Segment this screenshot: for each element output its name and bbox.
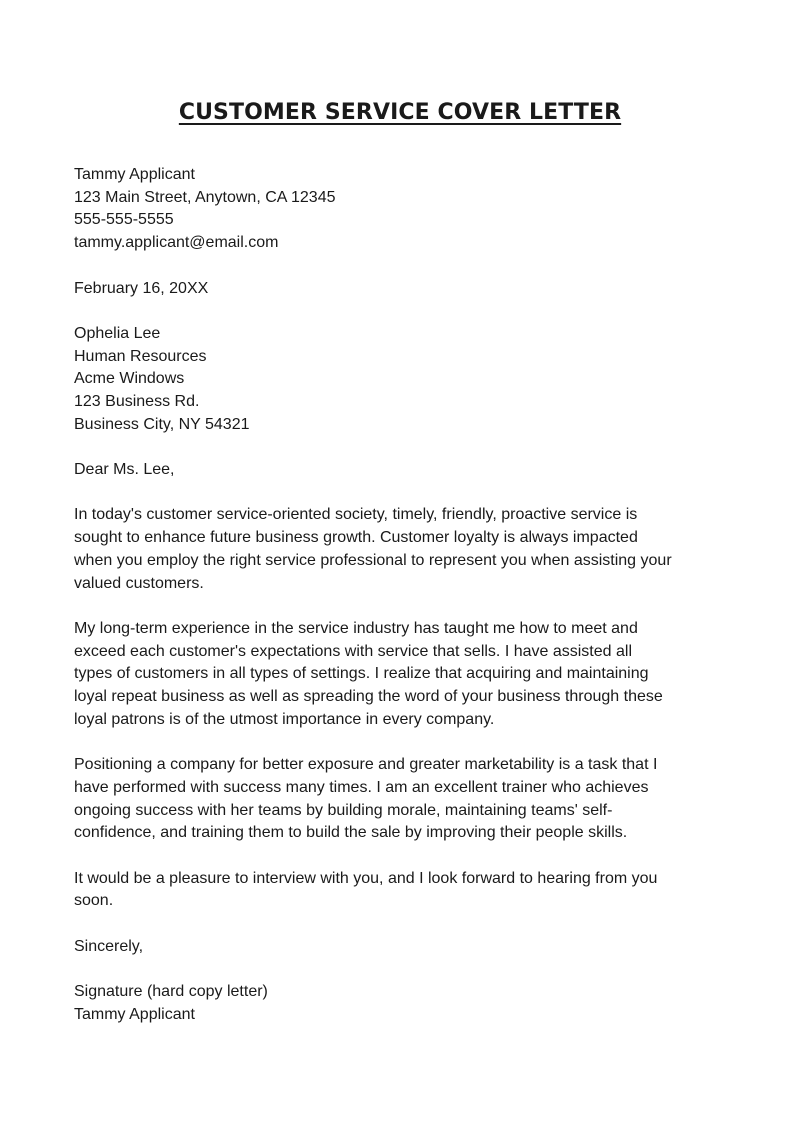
- paragraph-line: It would be a pleasure to interview with you, and I look forward to hearing from you: [74, 869, 658, 887]
- salutation: Dear Ms. Lee,: [74, 461, 175, 479]
- sender-block: [74, 164, 734, 255]
- paragraph-1: [74, 504, 734, 595]
- signature-block: [74, 981, 734, 1026]
- paragraph-line: Positioning a company for better exposure and greater marketability is a task that I: [74, 756, 658, 774]
- recipient-block: [74, 323, 734, 437]
- paragraph-3: [74, 754, 734, 845]
- recipient-city: Business City, NY 54321: [74, 415, 250, 433]
- paragraph-line: confidence, and training them to build the sale by improving their people skills.: [74, 824, 628, 842]
- closing-block: [74, 936, 734, 959]
- paragraph-line: when you employ the right service professional to represent you when assisting your: [74, 551, 672, 569]
- paragraph-line: valued customers.: [74, 574, 204, 592]
- paragraph-line: soon.: [74, 892, 114, 910]
- paragraph-line: In today's customer service-oriented society, timely, friendly, proactive service is: [74, 506, 638, 524]
- recipient-street: 123 Business Rd.: [74, 393, 200, 410]
- date-block: [74, 278, 734, 301]
- paragraph-line: My long-term experience in the service industry has taught me how to meet and: [74, 619, 638, 637]
- sender-address: 123 Main Street, Anytown, CA 12345: [74, 188, 336, 206]
- paragraph-line: sought to enhance future business growth. Customer loyalty is always impacted: [74, 529, 638, 547]
- paragraph-line: types of customers in all types of settings. I realize that acquiring and maintaining: [74, 665, 649, 683]
- closing: Sincerely,: [74, 937, 144, 955]
- recipient-department: Human Resources: [74, 347, 207, 365]
- paragraph-line: exceed each customer's expectations with service that sells. I have assisted all: [74, 642, 632, 660]
- paragraph-4: [74, 868, 734, 913]
- paragraph-line: ongoing success with her teams by building morale, maintaining teams' self-: [74, 801, 613, 819]
- recipient-name: Ophelia Lee: [74, 324, 161, 342]
- letter-body: [74, 164, 734, 1049]
- sender-phone: 555-555-5555: [74, 211, 174, 229]
- signature-placeholder: Signature (hard copy letter): [74, 983, 268, 1001]
- salutation-block: [74, 459, 734, 482]
- recipient-company: Acme Windows: [74, 370, 185, 388]
- paragraph-line: loyal patrons is of the utmost importance in every company.: [74, 710, 495, 728]
- signer-name: Tammy Applicant: [74, 1005, 195, 1023]
- page-title: CUSTOMER SERVICE COVER LETTER: [178, 100, 622, 125]
- sender-email: tammy.applicant@email.com: [74, 234, 279, 252]
- sender-name: Tammy Applicant: [74, 166, 195, 183]
- paragraph-2: [74, 618, 734, 732]
- paragraph-line: loyal repeat business as well as spreading the word of your business through these: [74, 688, 663, 706]
- letter-date: February 16, 20XX: [74, 279, 209, 297]
- paragraph-line: have performed with success many times. I am an excellent trainer who achieves: [74, 778, 649, 796]
